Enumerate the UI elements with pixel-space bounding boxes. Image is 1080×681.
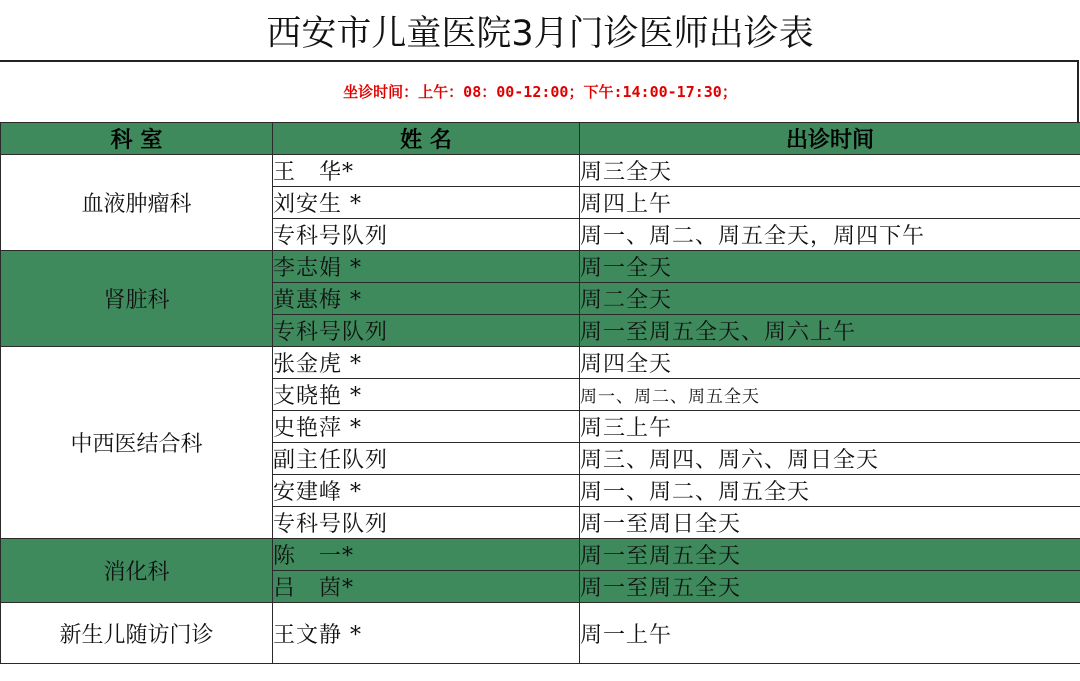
time-cell: 周三全天 bbox=[580, 155, 1080, 187]
time-cell: 周一全天 bbox=[580, 251, 1080, 283]
doctor-cell: 副主任队列 bbox=[273, 443, 580, 475]
schedule-table bbox=[0, 122, 1080, 664]
doctor-cell: 王 华* bbox=[273, 155, 580, 187]
table-row bbox=[1, 155, 1080, 187]
dept-cell: 消化科 bbox=[1, 539, 273, 603]
doctor-cell: 史艳萍 * bbox=[273, 411, 580, 443]
time-cell: 周一上午 bbox=[580, 603, 1080, 664]
doctor-cell: 专科号队列 bbox=[273, 507, 580, 539]
table-header-row bbox=[1, 123, 1080, 155]
header-time: 出诊时间 bbox=[580, 123, 1080, 155]
doctor-cell: 张金虎 * bbox=[273, 347, 580, 379]
dept-cell: 肾脏科 bbox=[1, 251, 273, 347]
doctor-cell: 支晓艳 * bbox=[273, 379, 580, 411]
dept-cell: 血液肿瘤科 bbox=[1, 155, 273, 251]
time-cell: 周一至周五全天、周六上午 bbox=[580, 315, 1080, 347]
doctor-cell: 刘安生 * bbox=[273, 187, 580, 219]
time-cell: 周三上午 bbox=[580, 411, 1080, 443]
time-cell: 周四上午 bbox=[580, 187, 1080, 219]
time-cell: 周四全天 bbox=[580, 347, 1080, 379]
dept-cell: 中西医结合科 bbox=[1, 347, 273, 539]
doctor-cell: 黄惠梅 * bbox=[273, 283, 580, 315]
table-row bbox=[1, 347, 1080, 379]
time-cell: 周一、周二、周五全天，周四下午 bbox=[580, 219, 1080, 251]
doctor-cell: 安建峰 * bbox=[273, 475, 580, 507]
doctor-cell: 专科号队列 bbox=[273, 219, 580, 251]
doctor-cell: 专科号队列 bbox=[273, 315, 580, 347]
time-cell: 周二全天 bbox=[580, 283, 1080, 315]
table-row bbox=[1, 603, 1080, 664]
time-cell: 周三、周四、周六、周日全天 bbox=[580, 443, 1080, 475]
time-cell: 周一、周二、周五全天 bbox=[580, 475, 1080, 507]
doctor-cell: 吕 茵* bbox=[273, 571, 580, 603]
time-cell: 周一至周五全天 bbox=[580, 539, 1080, 571]
time-cell: 周一、周二、周五全天 bbox=[580, 379, 1080, 411]
clinic-hours: 坐诊时间：上午：08：00-12:00；下午:14:00-17:30； bbox=[343, 83, 737, 101]
table-row bbox=[1, 251, 1080, 283]
page-title: 西安市儿童医院3月门诊医师出诊表 bbox=[266, 14, 814, 54]
doctor-cell: 陈 一* bbox=[273, 539, 580, 571]
doctor-cell: 李志娟 * bbox=[273, 251, 580, 283]
header-dept: 科 室 bbox=[1, 123, 273, 155]
time-cell: 周一至周五全天 bbox=[580, 571, 1080, 603]
table-row bbox=[1, 539, 1080, 571]
header-name: 姓 名 bbox=[273, 123, 580, 155]
dept-cell: 新生儿随访门诊 bbox=[1, 603, 273, 664]
time-cell: 周一至周日全天 bbox=[580, 507, 1080, 539]
doctor-cell: 王文静 * bbox=[273, 603, 580, 664]
